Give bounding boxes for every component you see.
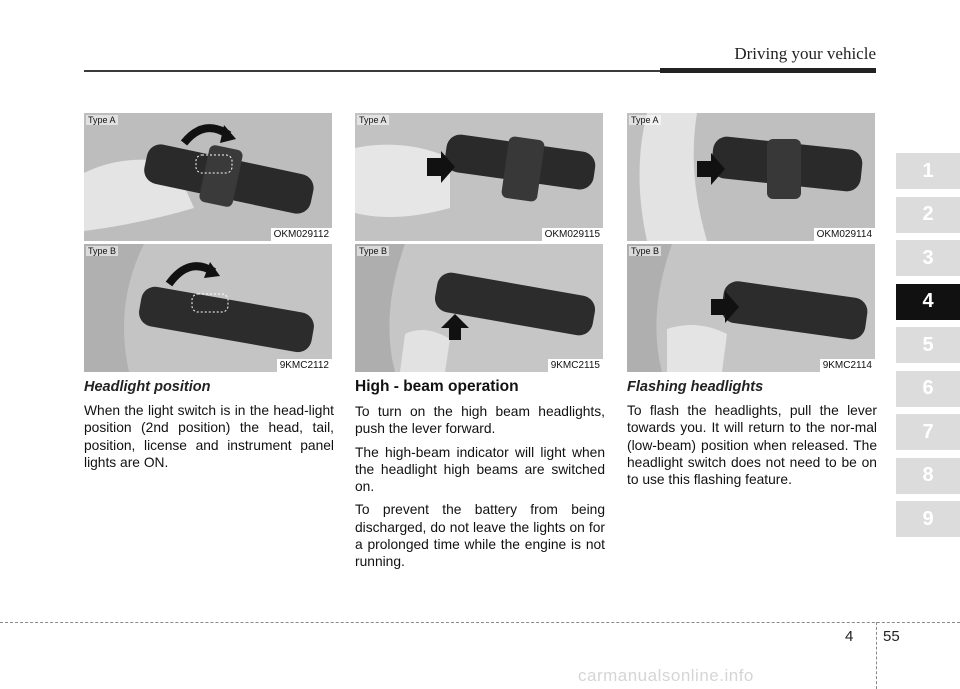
lever-illustration — [627, 113, 875, 241]
section-title: Flashing headlights — [627, 379, 764, 395]
lever-illustration — [627, 244, 875, 372]
chapter-tabs — [896, 153, 960, 545]
watermark: carmanualsonline.info — [578, 666, 754, 685]
photo-code: OKM029112 — [271, 228, 332, 241]
photo-type-a — [627, 113, 875, 241]
photo-code: OKM029115 — [542, 228, 603, 241]
section-paragraph: The high-beam indicator will light when the headlight high beams are switched on. — [355, 444, 605, 495]
lever-illustration — [355, 244, 603, 372]
chapter-tab-6[interactable]: 6 — [896, 371, 960, 407]
photo-code: 9KMC2115 — [548, 359, 603, 372]
type-label: Type B — [359, 246, 388, 256]
footer-chapter-number: 4 — [845, 628, 854, 645]
section-title: Headlight position — [84, 379, 211, 395]
chapter-tab-8[interactable]: 8 — [896, 458, 960, 494]
type-label: Type A — [88, 115, 116, 125]
photo-type-a — [84, 113, 332, 241]
section-paragraph: To prevent the battery from being discharged, do not leave the lights on for a prolonged time while the engine is not running. — [355, 502, 605, 570]
chapter-tab-7[interactable]: 7 — [896, 414, 960, 450]
chapter-tab-2[interactable]: 2 — [896, 197, 960, 233]
type-label: Type B — [88, 246, 117, 256]
chapter-tab-9[interactable]: 9 — [896, 501, 960, 537]
header-rule-accent — [660, 68, 876, 73]
section-paragraph: When the light switch is in the head-light position (2nd position) the head, tail, position, license and instrument panel lights are ON. — [84, 403, 334, 470]
photo-type-b — [355, 244, 603, 372]
type-label: Type A — [359, 115, 387, 125]
lever-illustration — [355, 113, 603, 241]
section-high-beam-operation — [355, 113, 605, 577]
footer-divider — [876, 622, 877, 689]
photo-type-b — [84, 244, 332, 372]
footer-page-number: 55 — [883, 628, 900, 645]
section-paragraph: To flash the headlights, pull the lever towards you. It will return to the nor-mal (low-beam) position when released. The headlight switch does not need to be on to use this flashing feature. — [627, 403, 877, 488]
section-paragraph: To turn on the high beam headlights, push the lever forward. — [355, 404, 605, 437]
chapter-tab-5[interactable]: 5 — [896, 327, 960, 363]
type-label: Type B — [631, 246, 660, 256]
chapter-tab-3[interactable]: 3 — [896, 240, 960, 276]
section-flashing-headlights — [627, 113, 877, 494]
footer-rule — [0, 622, 960, 623]
photo-code: 9KMC2112 — [277, 359, 332, 372]
section-title: High - beam operation — [355, 378, 519, 395]
photo-code: OKM029114 — [814, 228, 875, 241]
type-label: Type A — [631, 115, 659, 125]
section-headlight-position — [84, 113, 334, 477]
header-title: Driving your vehicle — [734, 44, 876, 63]
chapter-tab-1[interactable]: 1 — [896, 153, 960, 189]
lever-illustration — [84, 113, 332, 241]
photo-code: 9KMC2114 — [820, 359, 875, 372]
photo-type-b — [627, 244, 875, 372]
lever-illustration — [84, 244, 332, 372]
chapter-tab-4[interactable]: 4 — [896, 284, 960, 320]
photo-type-a — [355, 113, 603, 241]
